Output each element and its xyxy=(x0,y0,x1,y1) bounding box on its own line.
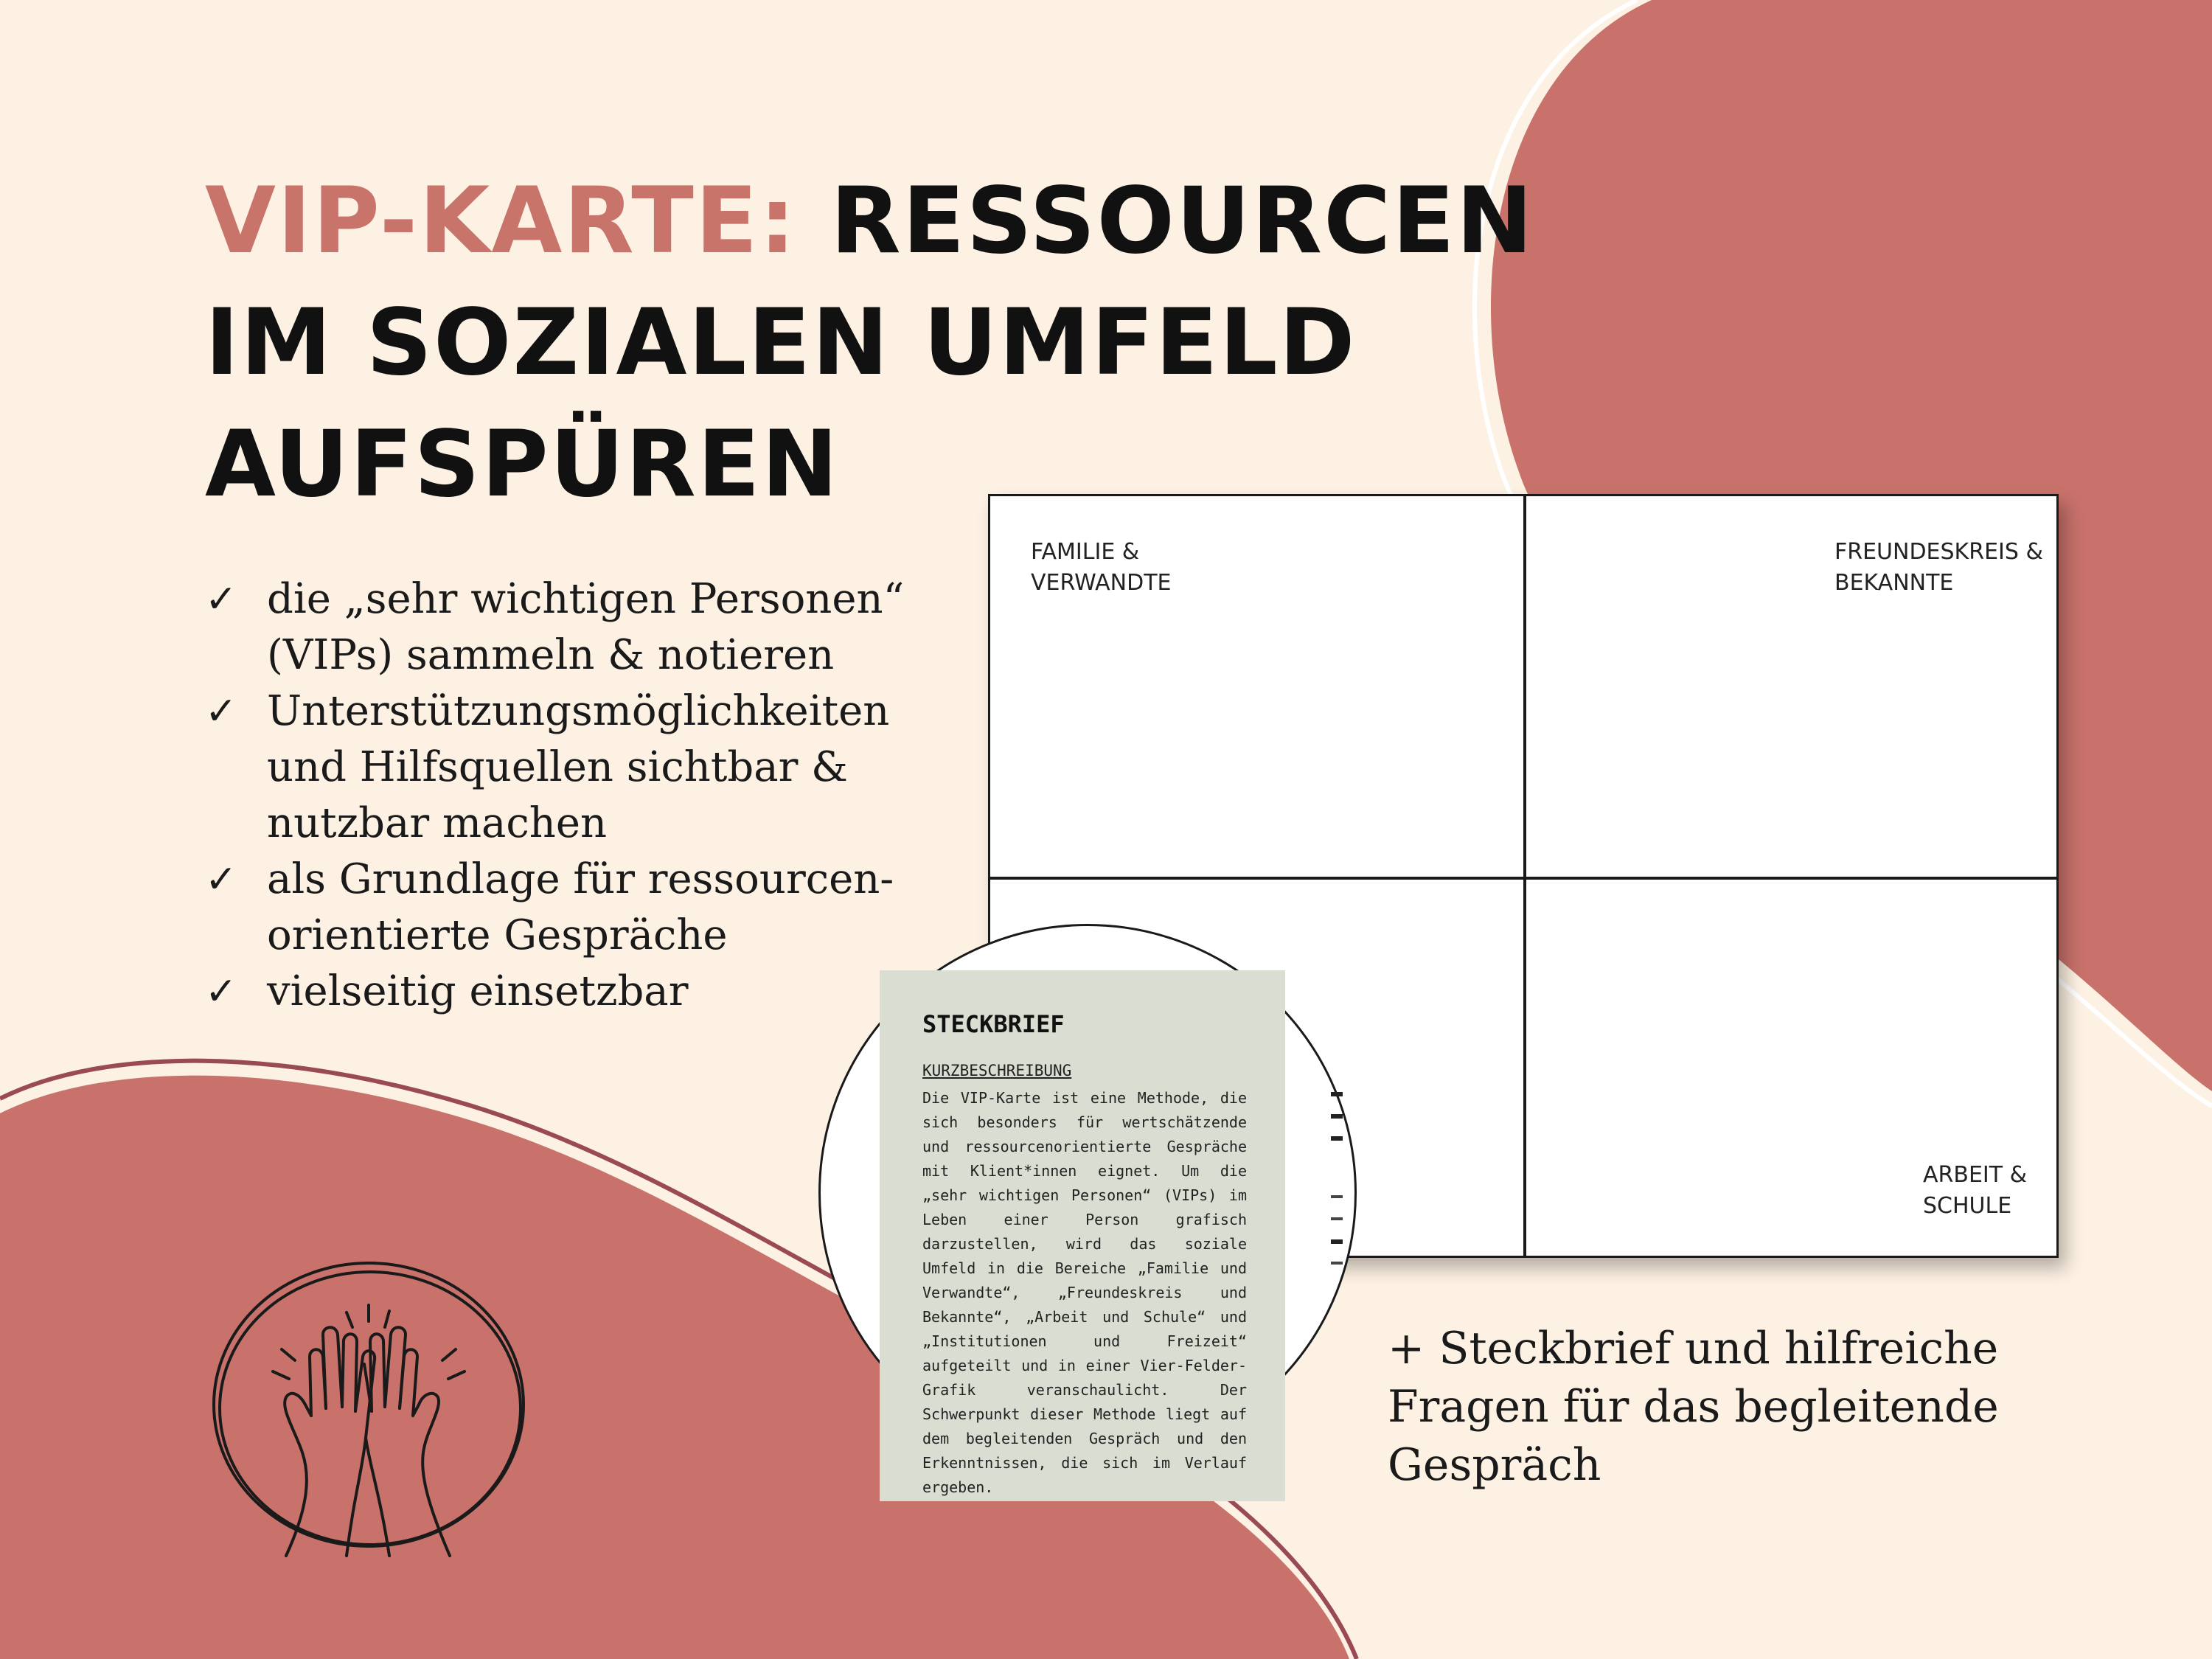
quadrant-label-friends: FREUNDESKREIS & BEKANNTE xyxy=(1834,539,2043,596)
steckbrief-body: Die VIP-Karte ist eine Methode, die sich besonders für wertschätzende und ressourcenorientierte Gespräche mit Klient*innen eignet. Um die „sehr wichtigen Personen“ (VIPs) im Leben einer Person grafisch darzustellen, wird das soziale Umfeld in die Bereiche „Familie und Verwandte“, „Freundeskreis und Bekannte“, „Arbeit und Schule“ und „Institutionen und Freizeit“ aufgeteilt und in einer Vier-Felder-Grafik veranschaulicht. Der Schwerpunkt dieser Methode liegt auf dem begleitenden Gespräch und den Erkenntnissen, die sich im Verlauf ergeben. xyxy=(922,1089,1247,1496)
high-five-icon xyxy=(199,1253,538,1563)
magnifier-steckbrief xyxy=(818,924,1357,1496)
list-item xyxy=(205,852,942,964)
bullet-text: Unterstützungsmöglichkeiten und Hilfsquellen sichtbar & nutzbar machen xyxy=(267,687,890,847)
card-horizontal-divider xyxy=(990,877,2056,880)
steckbrief-title: STECKBRIEF xyxy=(922,1010,1065,1038)
check-icon: ✓ xyxy=(205,970,237,1014)
check-icon: ✓ xyxy=(205,577,237,622)
title-line-3: AUFSPÜREN xyxy=(205,411,840,518)
check-icon: ✓ xyxy=(205,858,237,902)
bullet-text: die „sehr wichtigen Personen“ (VIPs) sammeln & notieren xyxy=(267,575,905,679)
extra-description: + Steckbrief und hilfreiche Fragen für das begleitende Gespräch xyxy=(1388,1323,1999,1491)
list-item xyxy=(205,571,942,684)
check-icon: ✓ xyxy=(205,689,237,734)
title-rest: RESSOURCEN xyxy=(830,168,1534,274)
feature-list xyxy=(205,571,942,1020)
list-item xyxy=(205,684,942,852)
title-line-2: IM SOZIALEN UMFELD xyxy=(205,290,1357,396)
card-vertical-divider xyxy=(1523,496,1526,1256)
page-title xyxy=(205,161,1534,526)
quadrant-label-family: FAMILIE & VERWANDTE xyxy=(1031,539,1172,596)
title-accent: VIP-KARTE: xyxy=(205,168,798,274)
bullet-text: als Grundlage für ressourcen-orientierte Gespräche xyxy=(267,855,894,959)
steckbrief-subtitle: KURZBESCHREIBUNG xyxy=(922,1062,1072,1079)
bullet-text: vielseitig einsetzbar xyxy=(267,967,689,1015)
list-item xyxy=(205,964,942,1020)
quadrant-label-work: ARBEIT & SCHULE xyxy=(1923,1162,2028,1219)
page-edge-text-fragment xyxy=(1331,1092,1360,1284)
